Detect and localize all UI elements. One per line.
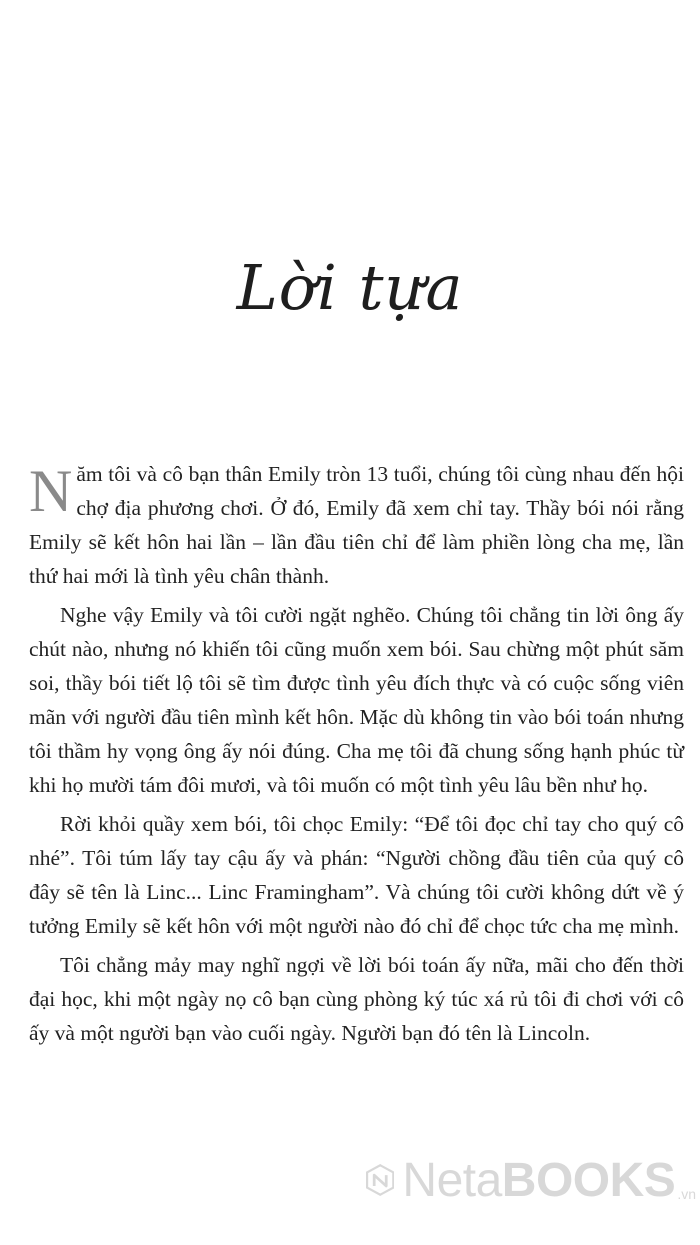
netabooks-logo-icon [366, 1151, 394, 1209]
watermark-brand-part2: BOOKS [501, 1153, 676, 1207]
paragraph-3: Rời khỏi quầy xem bói, tôi chọc Emily: “Để tôi đọc chỉ tay cho quý cô nhé”. Tôi túm lấy tay cậu ấy và phán: “Người chồng đầu tiên của quý cô đây sẽ tên là Linc... Linc Framingham”. Và chúng tôi cười không dứt về ý tưởng Emily sẽ kết hôn với một người nào đó chỉ để chọc tức cha mẹ mình. [29, 812, 684, 938]
watermark-brand [402, 1153, 675, 1208]
paragraph-1-text: ăm tôi và cô bạn thân Emily tròn 13 tuổi, chúng tôi cùng nhau đến hội chợ địa phương chơi. Ở đó, Emily đã xem chỉ tay. Thầy bói nói rằng Emily sẽ kết hôn hai lần – lần đầu tiên chỉ để làm phiền lòng cha mẹ, lần thứ hai mới là tình yêu chân thành. [29, 462, 684, 588]
drop-cap: N [29, 458, 73, 524]
watermark-suffix: .vn [677, 1186, 696, 1202]
paragraph-2: Nghe vậy Emily và tôi cười ngặt nghẽo. Chúng tôi chẳng tin lời ông ấy chút nào, nhưng nó khiến tôi cũng muốn xem bói. Sau chừng một phút săm soi, thầy bói tiết lộ tôi sẽ tìm được tình yêu đích thực và có cuộc sống viên mãn với người đầu tiên mình kết hôn. Mặc dù không tin vào bói toán nhưng tôi thầm hy vọng ông ấy nói đúng. Cha mẹ tôi đã chung sống hạnh phúc từ khi họ mười tám đôi mươi, và tôi muốn có một tình yêu lâu bền như họ. [29, 603, 684, 797]
watermark [366, 1142, 696, 1218]
chapter-title: Lời tựa [236, 251, 464, 324]
watermark-brand-part1: Neta [402, 1153, 502, 1207]
paragraph-1 [29, 457, 684, 593]
body-text [29, 457, 684, 1055]
paragraph-4: Tôi chẳng mảy may nghĩ ngợi về lời bói toán ấy nữa, mãi cho đến thời đại học, khi một ngày nọ cô bạn cùng phòng ký túc xá rủ tôi đi chơi với cô ấy và một người bạn vào cuối ngày. Người bạn đó tên là Lincoln. [29, 953, 684, 1045]
